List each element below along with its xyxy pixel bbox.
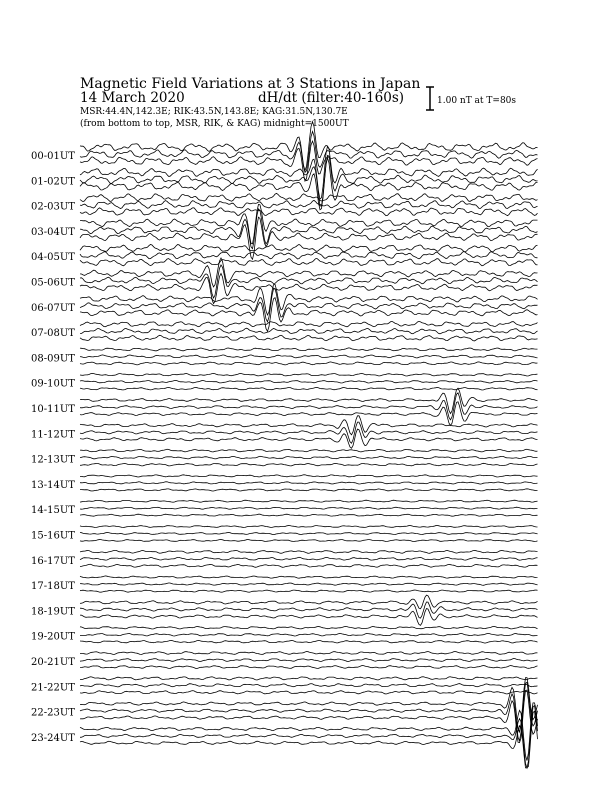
hour-label: 08-09UT <box>31 353 75 365</box>
trace-msr <box>80 691 538 694</box>
scale-bar <box>426 87 434 110</box>
trace-kag <box>80 204 538 244</box>
trace-rik <box>80 200 538 208</box>
trace-msr <box>80 335 538 341</box>
hour-label: 15-16UT <box>31 530 75 542</box>
trace-rik <box>80 684 538 687</box>
trace-msr <box>80 158 538 210</box>
trace-msr <box>80 540 538 542</box>
trace-msr <box>80 564 538 567</box>
trace-kag <box>80 348 538 351</box>
hour-label: 11-12UT <box>31 429 75 441</box>
hour-label: 03-04UT <box>31 226 75 238</box>
trace-msr <box>80 514 538 516</box>
trace-msr <box>80 666 538 669</box>
chart-date: 14 March 2020 <box>80 90 185 106</box>
trace-kag <box>80 626 538 629</box>
trace-rik <box>80 380 538 383</box>
trace-rik <box>80 482 538 484</box>
trace-rik <box>80 533 538 535</box>
trace-rik <box>80 265 538 298</box>
trace-kag <box>80 576 538 578</box>
hour-label: 07-08UT <box>31 328 75 340</box>
trace-msr <box>80 489 538 491</box>
trace-rik <box>80 706 538 768</box>
trace-rik <box>80 209 538 249</box>
trace-rik <box>80 633 538 636</box>
trace-kag <box>80 652 538 655</box>
hour-label: 12-13UT <box>31 454 75 466</box>
trace-rik <box>80 507 538 509</box>
hour-label: 10-11UT <box>31 404 75 415</box>
hour-label: 01-02UT <box>31 176 75 188</box>
hour-label: 18-19UT <box>31 606 75 618</box>
trace-kag <box>80 321 538 327</box>
chart-title: Magnetic Field Variations at 3 Stations in Japan <box>80 76 421 92</box>
hour-label: 16-17UT <box>31 555 75 567</box>
hour-label: 04-05UT <box>31 252 75 264</box>
trace-kag <box>80 193 538 201</box>
hour-label: 17-18UT <box>31 581 75 593</box>
chart-quantity: dH/dt (filter:40-160s) <box>258 90 405 106</box>
hour-label: 14-15UT <box>31 505 75 517</box>
trace-rik <box>80 583 538 585</box>
trace-rik <box>80 252 538 259</box>
hour-label: 09-10UT <box>31 378 75 390</box>
trace-rik <box>80 557 538 560</box>
trace-msr <box>80 690 538 743</box>
hour-label: 23-24UT <box>31 732 75 744</box>
trace-kag <box>80 677 538 680</box>
trace-kag <box>80 475 538 477</box>
trace-rik <box>80 328 538 334</box>
hour-label: 13-14UT <box>31 479 75 491</box>
trace-msr <box>80 402 538 426</box>
trace-kag <box>80 245 538 252</box>
trace-kag <box>80 500 538 502</box>
hour-label: 19-20UT <box>31 631 75 643</box>
trace-rik <box>80 659 538 662</box>
hour-label: 00-01UT <box>31 151 75 162</box>
trace-rik <box>80 289 538 322</box>
trace-kag <box>80 550 538 553</box>
trace-rik <box>80 132 538 173</box>
hour-label: 21-22UT <box>31 682 75 694</box>
trace-rik <box>80 355 538 358</box>
trace-msr <box>80 463 538 466</box>
hour-label: 06-07UT <box>31 302 75 314</box>
station-coordinates: MSR:44.4N,142.3E; RIK:43.5N,143.8E; KAG:31.5N,130.7E <box>80 107 348 117</box>
trace-kag <box>80 258 538 287</box>
hour-label: 20-21UT <box>31 657 75 668</box>
trace-msr <box>80 609 538 626</box>
hour-label: 02-03UT <box>31 201 75 213</box>
trace-msr <box>80 208 538 216</box>
trace-kag <box>80 526 538 528</box>
trace-kag <box>80 595 538 609</box>
trace-rik <box>80 456 538 459</box>
trace-kag <box>80 388 538 413</box>
station-order-note: (from bottom to top, MSR, RIK, & KAG) midnight=1500UT <box>80 119 349 129</box>
trace-msr <box>80 362 538 365</box>
trace-msr <box>80 711 538 768</box>
trace-msr <box>80 387 538 390</box>
hour-label: 05-06UT <box>31 277 75 289</box>
trace-msr <box>80 259 538 266</box>
trace-msr <box>80 590 538 592</box>
trace-msr <box>80 640 538 643</box>
trace-kag <box>80 373 538 376</box>
trace-kag <box>80 284 538 315</box>
scale-bar-label: 1.00 nT at T=80s <box>437 96 517 106</box>
trace-kag <box>80 449 538 452</box>
hour-label: 22-23UT <box>31 707 75 719</box>
